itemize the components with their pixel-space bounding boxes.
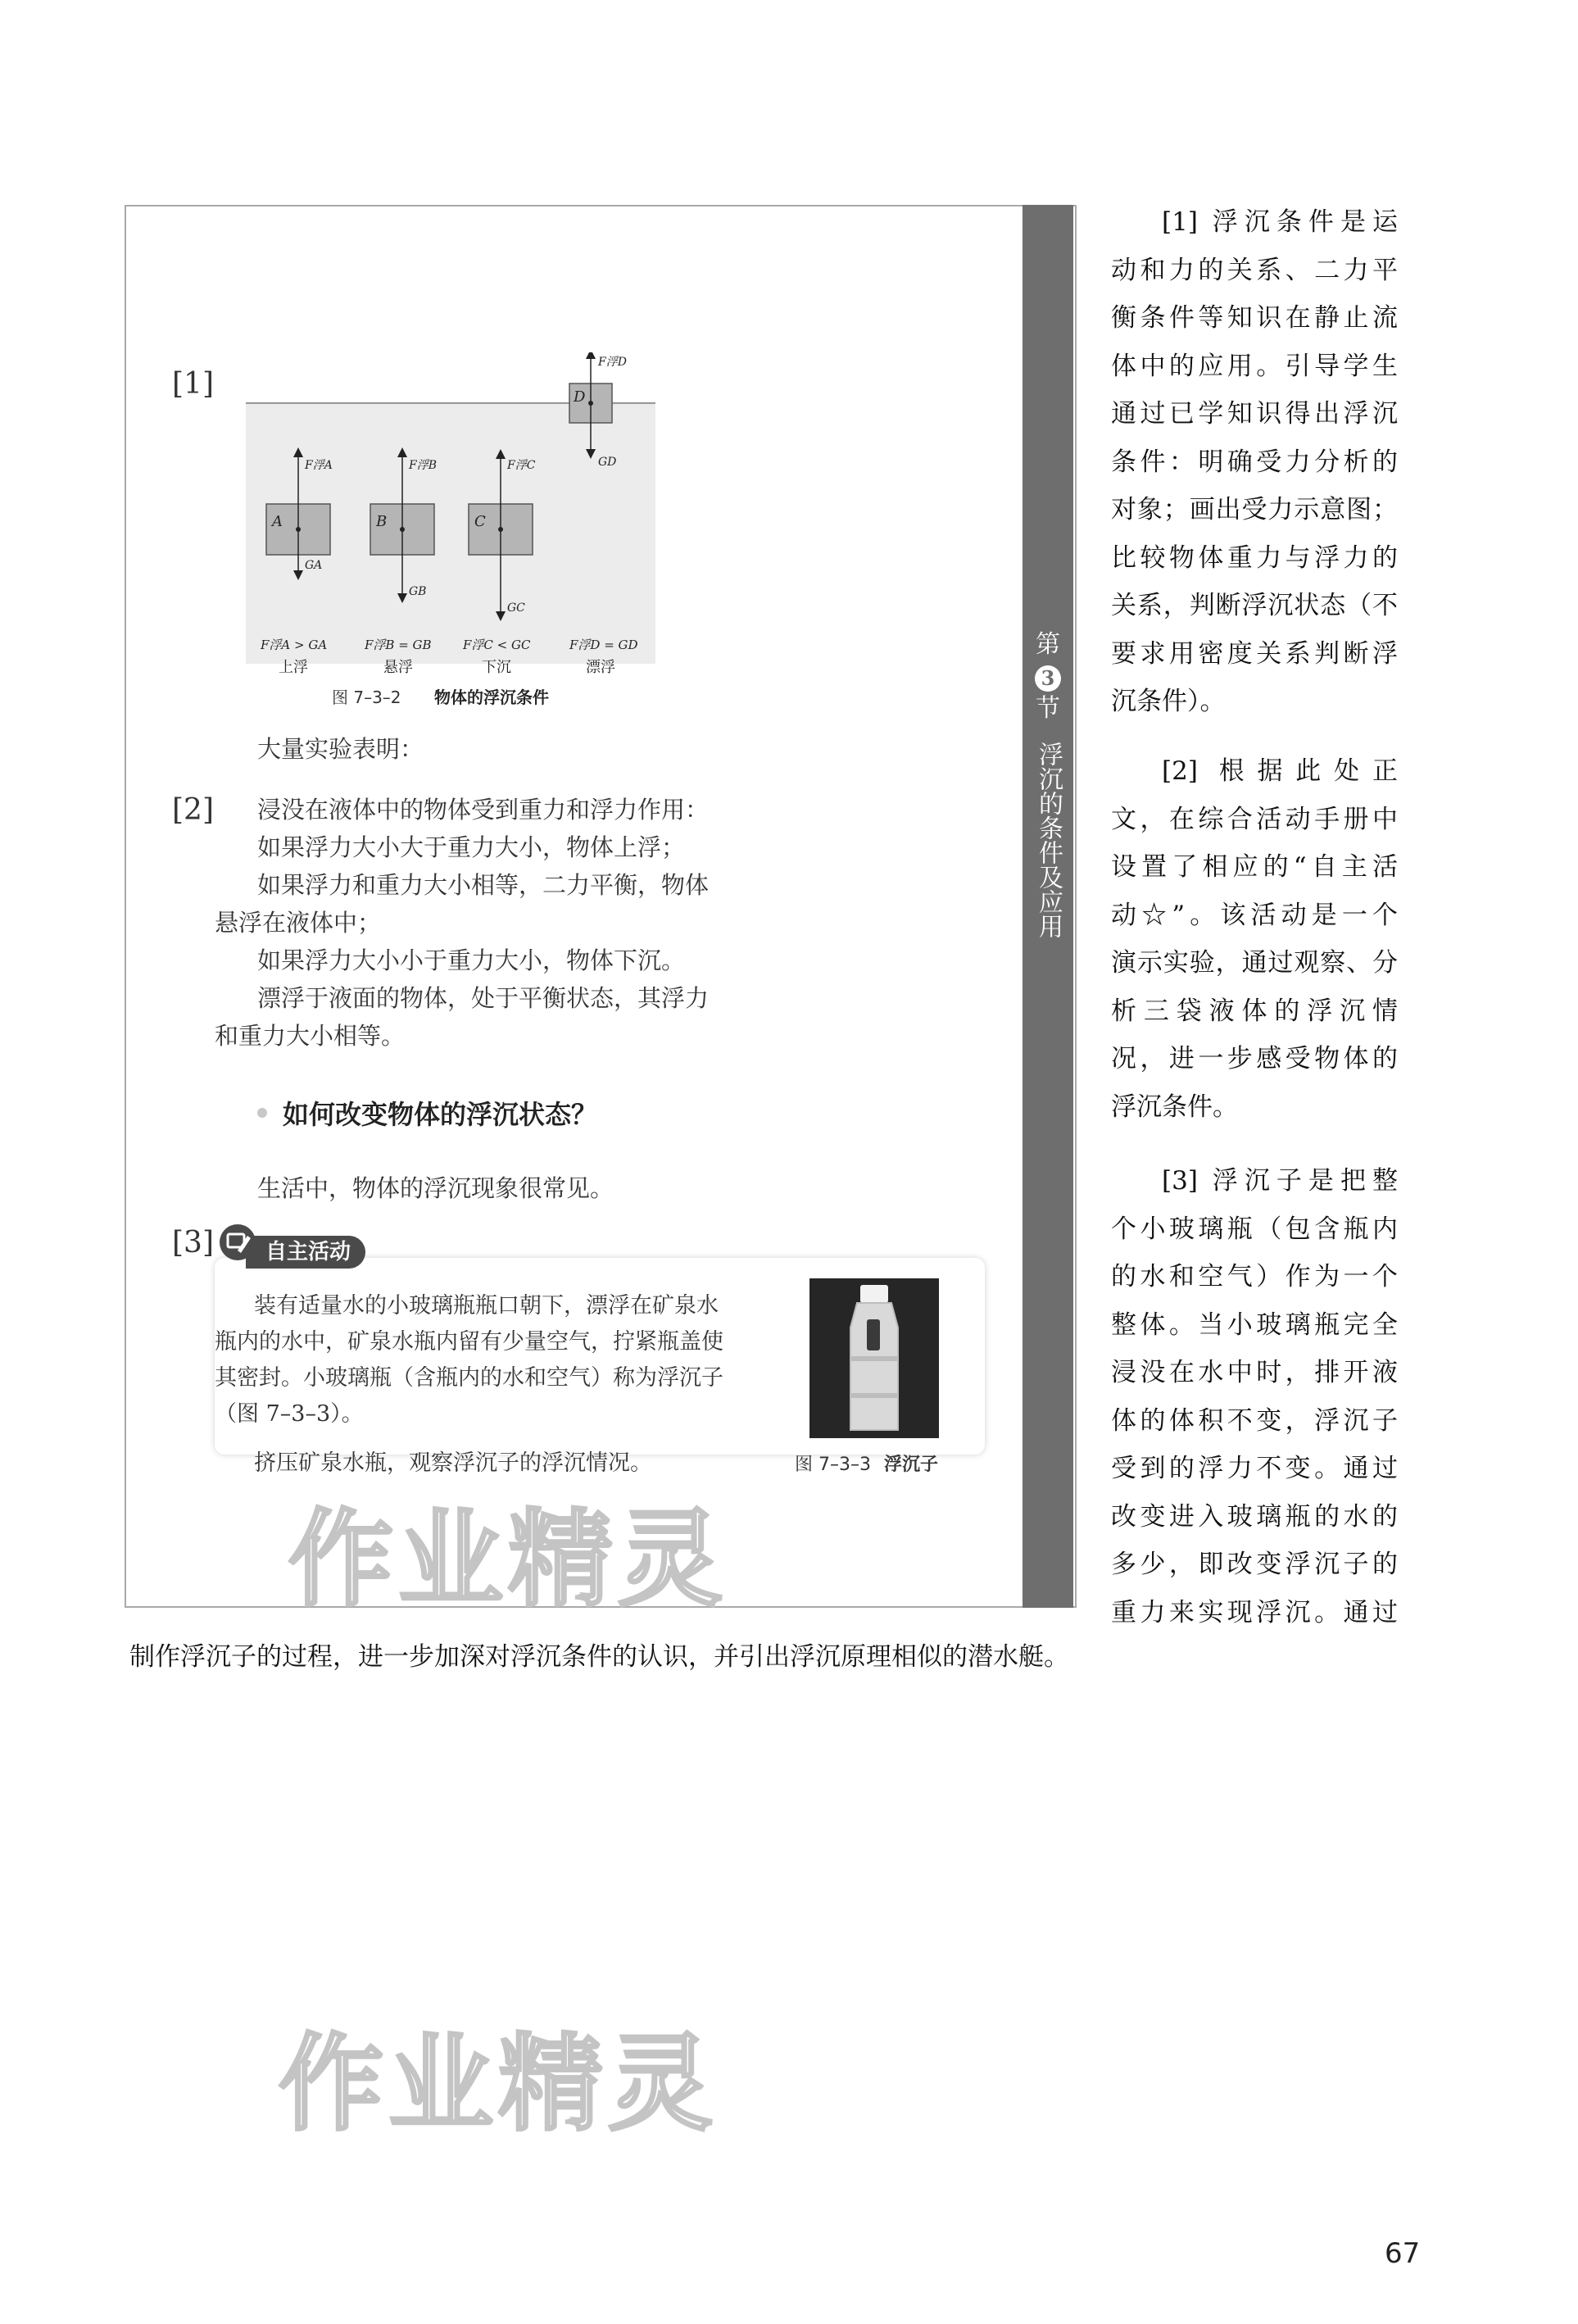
- label-g-b: GB: [409, 585, 427, 598]
- c1-line: 条件：明确受力分析的: [1111, 447, 1398, 477]
- c1-line: [1] 浮沉条件是运: [1162, 207, 1398, 237]
- c3-line: 体的体积不变，浮沉子: [1111, 1405, 1398, 1436]
- condition-c: F浮C < GC: [463, 638, 531, 652]
- state-d: 漂浮: [586, 659, 615, 676]
- figure-733-title: 浮沉子: [884, 1455, 939, 1475]
- c1-line: 对象；画出受力示意图；: [1111, 495, 1398, 524]
- section-intro: 生活中，物体的浮沉现象很常见。: [257, 1174, 614, 1202]
- bottle-photo: [809, 1278, 939, 1438]
- c1-line: 沉条件）。: [1111, 687, 1226, 716]
- c2-line: 况，进一步感受物体的: [1111, 1044, 1398, 1073]
- c3-line: 的水和空气）作为一个: [1111, 1262, 1398, 1291]
- band-chapter-suffix: 节: [1036, 694, 1060, 723]
- text-line-1: 浸没在液体中的物体受到重力和浮力作用：: [257, 796, 710, 824]
- label-a: A: [272, 513, 283, 530]
- condition-d: F浮D = GD: [569, 638, 638, 652]
- state-b: 悬浮: [383, 659, 413, 676]
- activity-pencil-icon: [220, 1224, 256, 1260]
- commentary-3: [1111, 1157, 1398, 1636]
- text-line-5: 如果浮力大小小于重力大小，物体下沉。: [257, 946, 686, 974]
- marker-2: [2]: [172, 793, 214, 827]
- state-c: 下沉: [482, 659, 511, 676]
- text-line-7: 和重力大小相等。: [215, 1022, 406, 1050]
- label-f-d: F浮D: [598, 356, 627, 369]
- intro-text: 大量实验表明：: [257, 735, 424, 763]
- c3-line: 重力来实现浮沉。通过: [1111, 1597, 1398, 1627]
- label-g-c: GC: [507, 601, 525, 615]
- figure-732-caption-number: 图 7–3–2: [332, 688, 401, 707]
- marker-1: [1]: [172, 367, 214, 401]
- figure-floating-conditions: [246, 352, 655, 713]
- band-section-title: 浮沉的条件及应用: [1034, 742, 1063, 938]
- c3-line: 受到的浮力不变。通过: [1111, 1454, 1398, 1483]
- activity-line-5: 挤压矿泉水瓶，观察浮沉子的浮沉情况。: [254, 1450, 652, 1476]
- c2-line: 文，在综合活动手册中: [1111, 804, 1398, 834]
- activity-label: 自主活动: [246, 1236, 365, 1269]
- activity-line-2: 瓶内的水中，矿泉水瓶内留有少量空气，拧紧瓶盖使: [215, 1329, 723, 1355]
- section-heading: 如何改变物体的浮沉状态？: [283, 1099, 598, 1130]
- marker-3: [3]: [172, 1226, 214, 1260]
- band-chapter-prefix: 第: [1036, 630, 1060, 659]
- c3-line: 个小玻璃瓶（包含瓶内: [1111, 1214, 1398, 1244]
- label-g-d: GD: [598, 456, 617, 469]
- label-b: B: [376, 513, 388, 530]
- label-g-a: GA: [305, 559, 323, 572]
- text-line-3: 如果浮力和重力大小相等，二力平衡，物体: [257, 871, 710, 899]
- activity-line-1: 装有适量水的小玻璃瓶瓶口朝下，漂浮在矿泉水: [254, 1293, 719, 1319]
- figure-732-caption-title: 物体的浮沉条件: [434, 688, 549, 707]
- c2-line: 动☆”。该活动是一个: [1111, 900, 1398, 930]
- c3-line: 多少，即改变浮沉子的: [1111, 1550, 1398, 1579]
- activity-line-3: 其密封。小玻璃瓶（含瓶内的水和空气）称为浮沉子: [215, 1365, 723, 1391]
- label-f-a: F浮A: [305, 459, 333, 472]
- figure-733-number: 图 7–3–3: [795, 1455, 871, 1475]
- label-d: D: [574, 388, 586, 406]
- text-line-4: 悬浮在液体中；: [215, 909, 382, 937]
- page-number: 67: [1385, 2237, 1421, 2270]
- c1-line: 衡条件等知识在静止流: [1111, 303, 1398, 333]
- c1-line: 通过已学知识得出浮沉: [1111, 399, 1398, 429]
- band-chapter-number: 3: [1035, 665, 1061, 692]
- commentary-2: [1111, 747, 1398, 1131]
- watermark-upper: 作业精灵: [288, 1499, 728, 1621]
- label-c: C: [474, 513, 486, 530]
- condition-a: F浮A > GA: [261, 638, 328, 652]
- chapter-side-band: [1023, 205, 1073, 1700]
- c3-line: 浸没在水中时，排开液: [1111, 1358, 1398, 1387]
- commentary-continuation: 制作浮沉子的过程，进一步加深对浮沉条件的认识，并引出浮沉原理相似的潜水艇。: [129, 1642, 1069, 1672]
- c3-line: [3] 浮沉子是把整: [1162, 1166, 1398, 1196]
- c2-line: [2] 根据此处正: [1162, 756, 1398, 786]
- activity-line-4: （图 7–3–3）。: [215, 1401, 364, 1427]
- c2-line: 析三袋液体的浮沉情: [1111, 996, 1398, 1026]
- c1-line: 要求用密度关系判断浮: [1111, 638, 1398, 669]
- c2-line: 设置了相应的“自主活: [1111, 852, 1398, 882]
- c3-line: 改变进入玻璃瓶的水的: [1111, 1501, 1398, 1532]
- text-line-2: 如果浮力大小大于重力大小，物体上浮；: [257, 833, 686, 861]
- c2-line: 演示实验，通过观察、分: [1111, 948, 1398, 978]
- text-line-6: 漂浮于液面的物体，处于平衡状态，其浮力: [257, 984, 710, 1012]
- c2-line: 浮沉条件。: [1111, 1092, 1238, 1122]
- commentary-1: [1111, 198, 1398, 726]
- figure-733-caption: [795, 1450, 938, 1476]
- watermark-lower: 作业精灵: [279, 2023, 719, 2145]
- c1-line: 关系，判断浮沉状态（不: [1111, 591, 1398, 620]
- c1-line: 体中的应用。引导学生: [1111, 351, 1398, 381]
- textbook-page-number: 53: [1036, 1680, 1059, 1700]
- c1-line: 动和力的关系、二力平: [1111, 255, 1398, 285]
- label-f-b: F浮B: [409, 459, 438, 472]
- c1-line: 比较物体重力与浮力的: [1111, 542, 1398, 573]
- state-a: 上浮: [279, 659, 308, 676]
- condition-b: F浮B = GB: [365, 638, 432, 652]
- section-bullet: [257, 1108, 267, 1118]
- label-f-c: F浮C: [507, 459, 536, 472]
- c3-line: 整体。当小玻璃瓶完全: [1111, 1310, 1398, 1340]
